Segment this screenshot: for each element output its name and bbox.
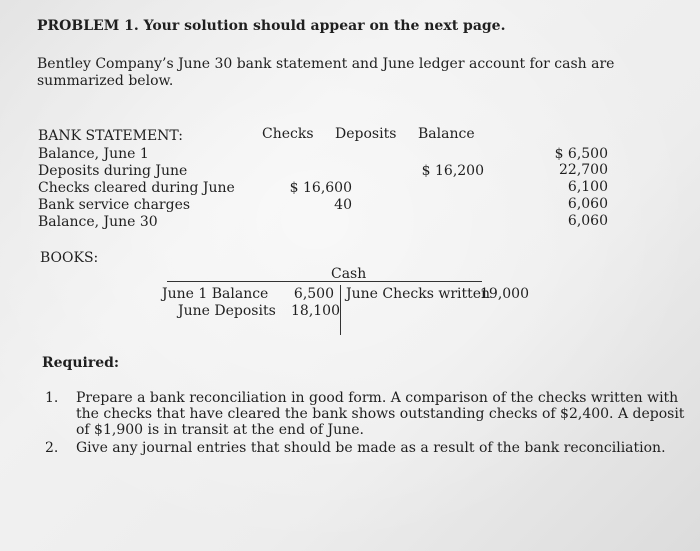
- item-number: 1.: [45, 390, 59, 406]
- bank-row-label: Checks cleared during June: [38, 180, 235, 196]
- bank-row-label: Deposits during June: [38, 163, 188, 179]
- bank-row-label: Balance, June 30: [38, 214, 158, 230]
- intro-line-2: summarized below.: [37, 73, 174, 89]
- t-account-debit-amount: 18,100: [291, 303, 340, 319]
- item-number: 2.: [45, 440, 59, 456]
- item-2-text: Give any journal entries that should be made as a result of the bank reconciliation.: [76, 440, 666, 456]
- bank-row-label: Bank service charges: [38, 197, 191, 213]
- t-account-title: Cash: [331, 266, 367, 282]
- col-header-deposits: Deposits: [335, 126, 397, 142]
- balance-amount: 22,700: [559, 162, 608, 178]
- checks-cleared-amount: $ 16,600: [289, 180, 352, 196]
- balance-amount: $ 6,500: [554, 146, 608, 162]
- required-heading: Required:: [42, 355, 120, 371]
- bank-row-label: Balance, June 1: [38, 146, 149, 162]
- bank-statement-heading: BANK STATEMENT:: [38, 128, 183, 144]
- item-1-text: the checks that have cleared the bank shows outstanding checks of $2,400. A deposit: [76, 406, 685, 422]
- intro-line-1: Bentley Company’s June 30 bank statement and June ledger account for cash are: [37, 56, 615, 72]
- balance-amount: 6,060: [567, 213, 608, 229]
- t-account-top-line: [167, 281, 482, 282]
- t-account-debit-label: June Deposits: [178, 303, 276, 319]
- balance-amount: 6,060: [567, 196, 608, 212]
- service-charge-amount: 40: [334, 197, 352, 213]
- t-account-credit-amount: 19,000: [480, 286, 529, 302]
- col-header-balance: Balance: [418, 126, 475, 142]
- balance-amount: 6,100: [567, 179, 608, 195]
- problem-title: PROBLEM 1. Your solution should appear on the next page.: [37, 18, 506, 34]
- t-account-debit-label: June 1 Balance: [162, 286, 269, 302]
- item-1-text: of $1,900 is in transit at the end of June.: [76, 422, 364, 438]
- t-account-debit-amount: 6,500: [293, 286, 334, 302]
- books-heading: BOOKS:: [40, 250, 99, 266]
- t-account-center-line: [340, 285, 341, 335]
- deposits-amount: $ 16,200: [421, 163, 484, 179]
- item-1-text: Prepare a bank reconciliation in good form. A comparison of the checks written with: [76, 390, 679, 406]
- t-account-credit-label: June Checks written: [346, 286, 491, 302]
- col-header-checks: Checks: [262, 126, 314, 142]
